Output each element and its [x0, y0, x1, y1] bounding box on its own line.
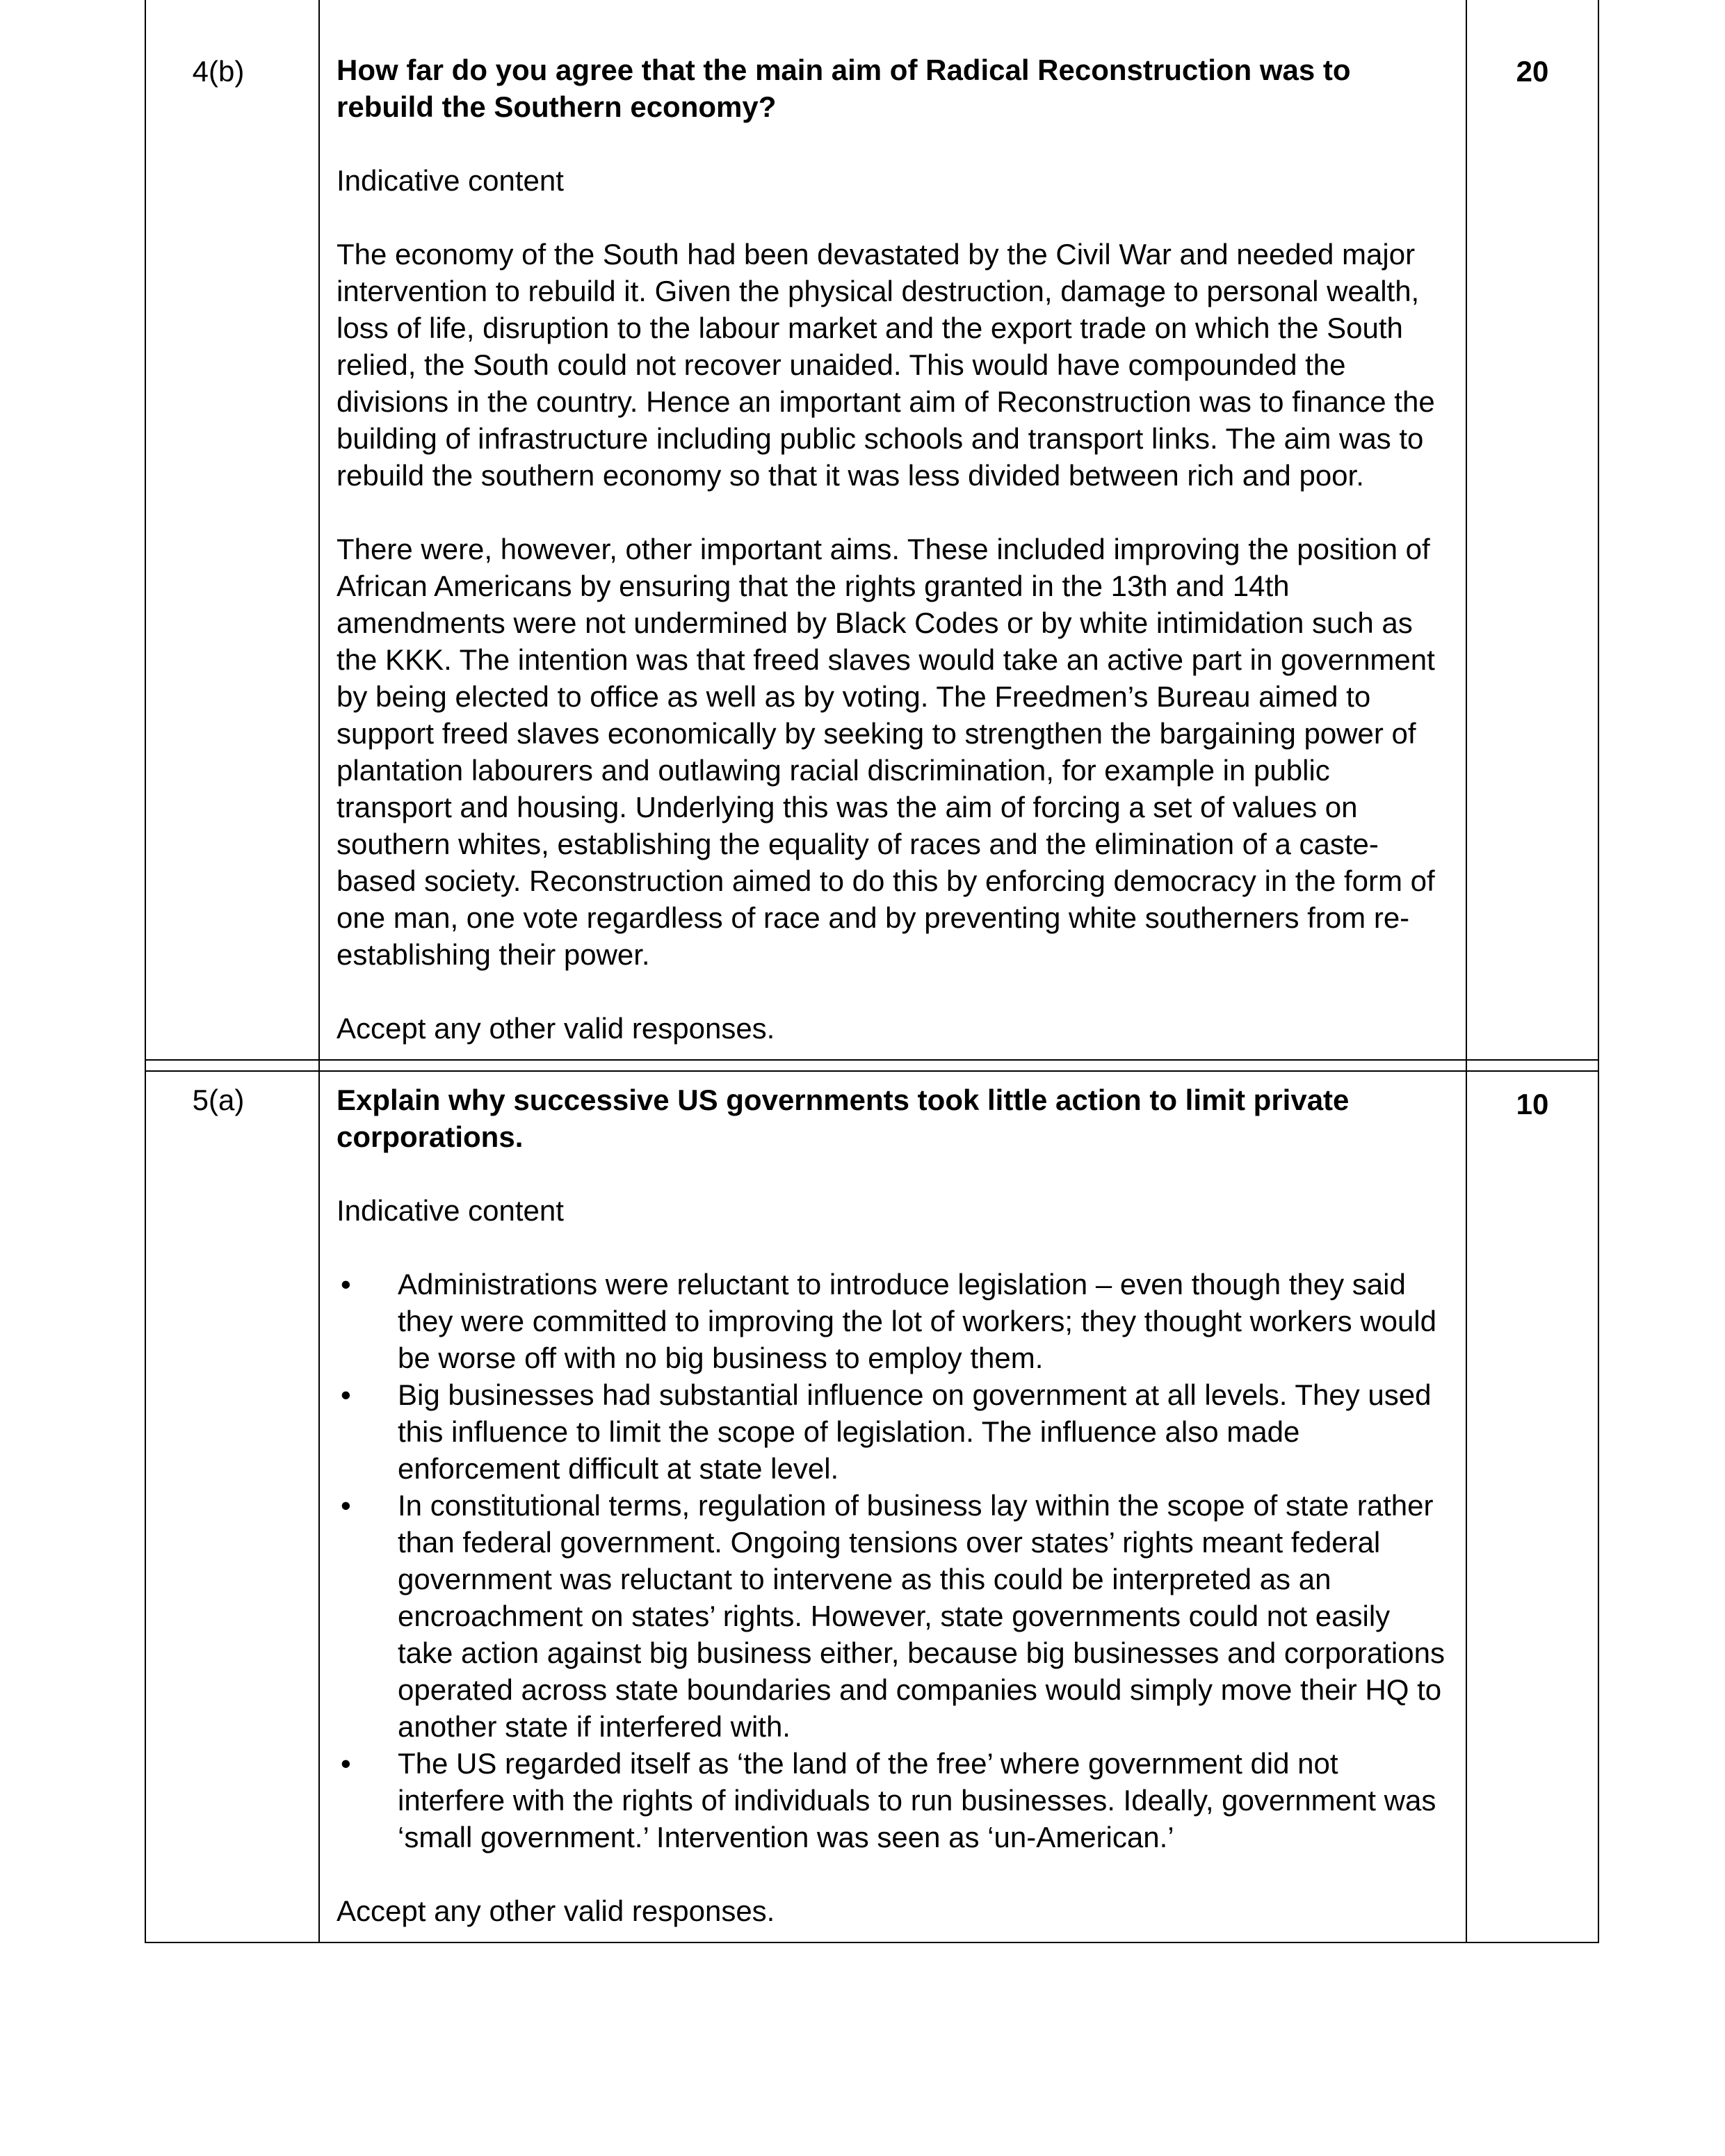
mark-scheme-table [145, 0, 1599, 1943]
content-paragraph: There were, however, other important aims. These included improving the position of African Americans by ensuring that the rights granted in the 13th and 14th amendments were not undermined by Black Codes or by white intimidation such as the KKK. The intention was that freed slaves would take an active part in government by being elected to office as well as by voting. The Freedmen’s Bureau aimed to support freed slaves economically by seeking to strengthen the bargaining power of plantation labourers and outlawing racial discrimination, for example in public transport and housing. Underlying this was the aim of forcing a set of values on southern whites, establishing the equality of races and the elimination of a caste-based society. Reconstruction aimed to do this by enforcing democracy in the form of one man, one vote regardless of race and by preventing white southerners from re-establishing their power. [337, 533, 1435, 971]
question-content [319, 0, 1466, 1060]
question-number: 5(a) [145, 1071, 319, 1942]
indicative-content-heading: Indicative content [337, 1194, 564, 1227]
mark-value: 10 [1466, 1071, 1598, 1942]
indicative-content-heading: Indicative content [337, 164, 564, 197]
mark-value: 20 [1466, 0, 1598, 1060]
closing-note: Accept any other valid responses. [337, 1012, 775, 1045]
bullet-icon: • [341, 1378, 351, 1411]
question-prompt: How far do you agree that the main aim of Radical Reconstruction was to rebuild the Southern economy? [337, 54, 1351, 123]
bullet-icon: • [341, 1268, 351, 1301]
bullet-icon: • [341, 1489, 351, 1522]
list-item [337, 1376, 1452, 1487]
list-item-text: In constitutional terms, regulation of business lay within the scope of state rather than federal government. Ongoing tensions over states’ rights meant federal government was reluctant to intervene as this could be interpreted as an encroachment on states’ rights. However, state governments could not easily take action against big business either, because big businesses and corporations operated across state boundaries and companies would simply move their HQ to another state if interfered with. [398, 1489, 1445, 1743]
content-paragraph: The economy of the South had been devastated by the Civil War and needed major intervention to rebuild it. Given the physical destruction, damage to personal wealth, loss of life, disruption to the labour market and the export trade on which the South relied, the South could not recover unaided. This would have compounded the divisions in the country. Hence an important aim of Reconstruction was to finance the building of infrastructure including public schools and transport links. The aim was to rebuild the southern economy so that it was less divided between rich and poor. [337, 238, 1435, 492]
list-item [337, 1266, 1452, 1376]
question-row-4b [145, 0, 1598, 1060]
list-item [337, 1745, 1452, 1856]
list-item-text: Big businesses had substantial influence on government at all levels. They used this influence to limit the scope of legislation. The influence also made enforcement difficult at state level. [398, 1378, 1432, 1485]
bullet-icon: • [341, 1747, 351, 1780]
bullet-list [337, 1266, 1452, 1856]
question-number: 4(b) [145, 0, 319, 1060]
row-separator [145, 1060, 1598, 1071]
separator-cell [1466, 1060, 1598, 1071]
closing-note: Accept any other valid responses. [337, 1894, 775, 1927]
list-item-text: The US regarded itself as ‘the land of the free’ where government did not interfere with the rights of individuals to run businesses. Ideally, government was ‘small government.’ Intervention was seen as ‘un-American.’ [398, 1747, 1436, 1853]
question-prompt: Explain why successive US governments took little action to limit private corporations. [337, 1084, 1350, 1153]
separator-cell [319, 1060, 1466, 1071]
question-row-5a [145, 1071, 1598, 1942]
question-content [319, 1071, 1466, 1942]
list-item [337, 1487, 1452, 1745]
separator-cell [145, 1060, 319, 1071]
list-item-text: Administrations were reluctant to introduce legislation – even though they said they were committed to improving the lot of workers; they thought workers would be worse off with no big business to employ them. [398, 1268, 1436, 1374]
